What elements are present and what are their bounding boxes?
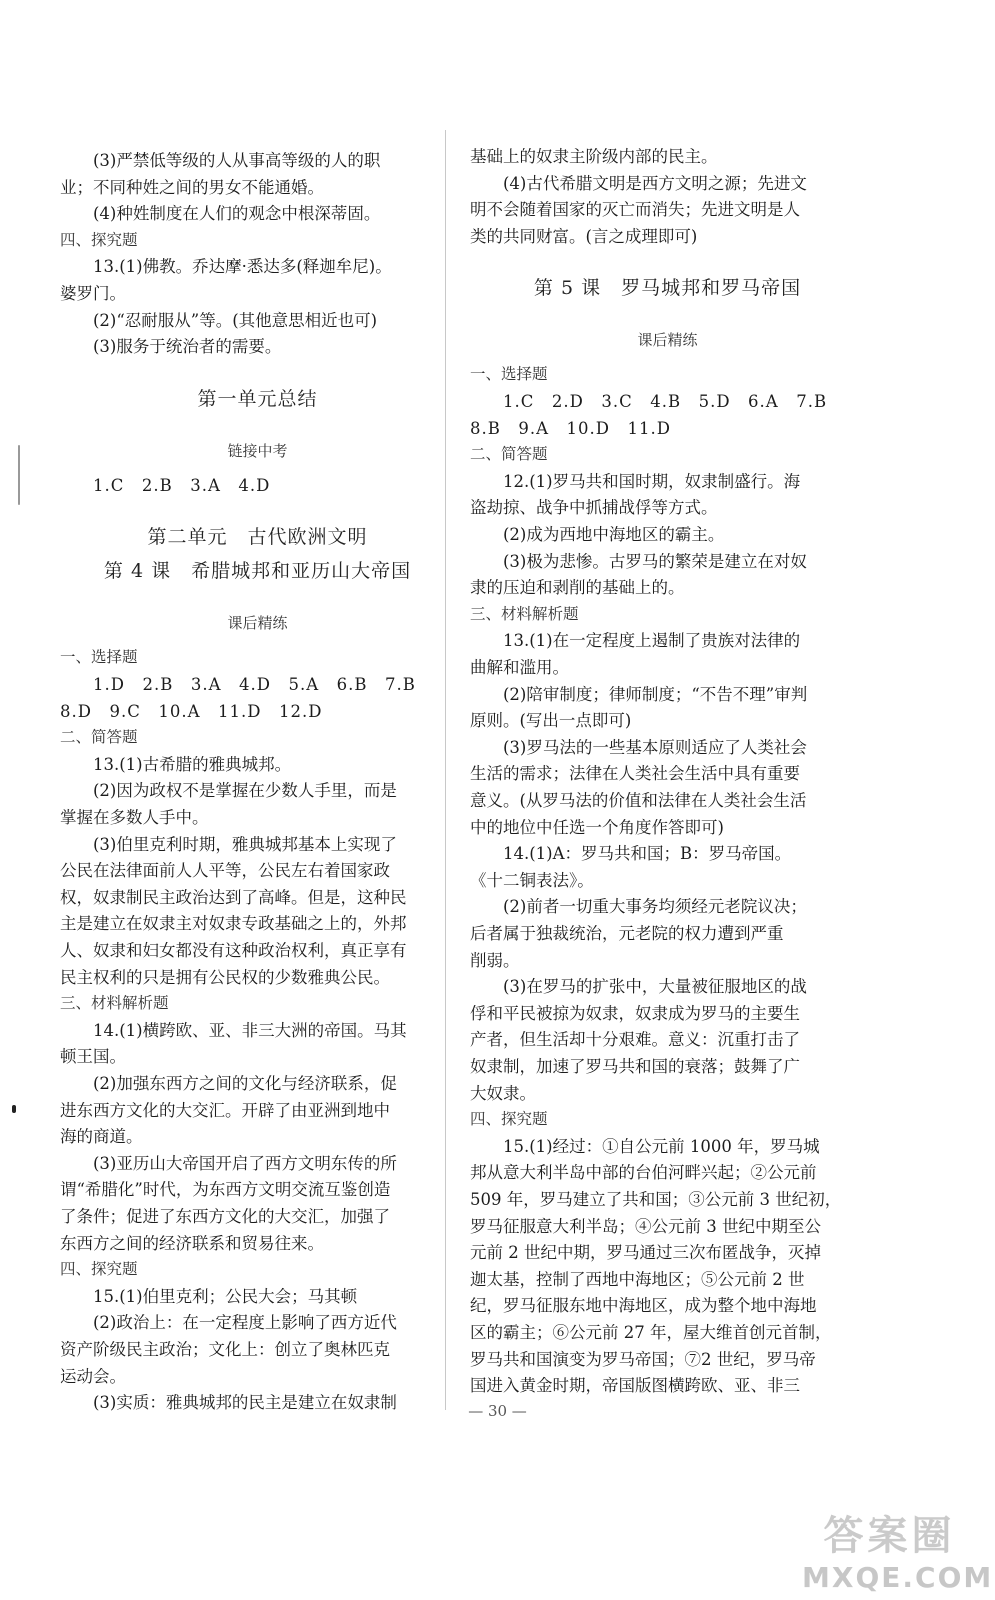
watermark-text: MXQE.COM	[802, 1561, 994, 1594]
answer-text-line: 13.(1)古希腊的雅典城邦。	[93, 754, 292, 774]
question-heading: 四、探究题	[60, 1260, 138, 1279]
answer-text-line: (2)“忍耐服从”等。(其他意思相近也可)	[93, 310, 378, 330]
question-heading: 一、选择题	[470, 365, 548, 384]
answer-text-line: 后者属于独裁统治，元老院的权力遭到严重	[470, 924, 784, 943]
answer-text-line: 生活的需求；法律在人类社会生活中具有重要	[470, 764, 800, 784]
answer-text-line: 明不会随着国家的灭亡而消失；先进文明是人	[470, 200, 800, 220]
answer-text-line: 中的地位中任选一个角度作答即可)	[470, 817, 724, 837]
question-heading: 四、探究题	[60, 230, 138, 249]
answer-text-line: (3)极为悲惨。古罗马的繁荣是建立在对奴	[503, 551, 807, 571]
answer-text-line: 纪，罗马征服东地中海地区，成为整个地中海地	[470, 1296, 817, 1316]
answer-text-line: 运动会。	[60, 1366, 126, 1386]
answer-text-line: 顿王国。	[60, 1047, 126, 1067]
answer-key-line: 8.B 9.A 10.D 11.D	[470, 418, 671, 438]
answer-text-line: 进东西方文化的大交汇。开辟了由亚洲到地中	[60, 1100, 390, 1120]
answer-text-line: 东西方之间的经济联系和贸易往来。	[60, 1233, 324, 1253]
answer-text-line: 《十二铜表法》。	[470, 870, 594, 890]
answer-text-line: 原则。(写出一点即可)	[470, 711, 632, 731]
answer-text-line: 权，奴隶制民主政治达到了高峰。但是，这种民	[60, 887, 407, 907]
question-heading: 三、材料解析题	[470, 604, 579, 623]
answer-text-line: (3)罗马法的一些基本原则适应了人类社会	[503, 737, 807, 757]
answer-text-line: 俘和平民被掠为奴隶，奴隶成为罗马的主要生	[470, 1003, 800, 1023]
answer-text-line: 掌握在多数人手中。	[60, 808, 209, 827]
answer-text-line: 15.(1)伯里克利；公民大会；马其顿	[93, 1286, 358, 1306]
section-subtitle: 课后精练	[227, 614, 288, 633]
answer-text-line: 509 年，罗马建立了共和国；③公元前 3 世纪初，	[470, 1190, 842, 1209]
answer-text-line: 大奴隶。	[470, 1083, 536, 1103]
answer-text-line: 人、奴隶和妇女都没有这种政治权利，真正享有	[60, 941, 407, 960]
scan-mark	[12, 1105, 16, 1113]
section-title: 第一单元总结	[197, 387, 318, 410]
answer-text-line: 民主权利的只是拥有公民权的少数雅典公民。	[60, 967, 390, 987]
answer-text-line: 15.(1)经过：①自公元前 1000 年，罗马城	[503, 1136, 820, 1156]
section-title: 第 4 课 希腊城邦和亚历山大帝国	[103, 560, 412, 583]
answer-text-line: (2)成为西地中海地区的霸主。	[503, 525, 725, 544]
answer-text-line: 14.(1)A：罗马共和国；B：罗马帝国。	[503, 844, 792, 864]
answer-text-line: 曲解和滥用。	[470, 658, 569, 677]
answer-key-line: 1.C 2.D 3.C 4.B 5.D 6.A 7.B	[503, 392, 828, 411]
answer-text-line: 14.(1)横跨欧、亚、非三大洲的帝国。马其	[93, 1020, 407, 1040]
answer-text-line: (3)亚历山大帝国开启了西方文明东传的所	[93, 1153, 397, 1173]
section-title: 第 5 课 罗马城邦和罗马帝国	[533, 277, 802, 300]
answer-text-line: (3)服务于统治者的需要。	[93, 337, 282, 357]
question-heading: 一、选择题	[60, 648, 138, 667]
question-heading: 二、简答题	[60, 728, 138, 747]
answer-text-line: 迦太基，控制了西地中海地区；⑤公元前 2 世	[470, 1269, 805, 1289]
answer-text-line: (3)严禁低等级的人从事高等级的人的职	[93, 151, 381, 170]
answer-text-line: 国进入黄金时期，帝国版图横跨欧、亚、非三	[470, 1376, 800, 1396]
answer-text-line: 12.(1)罗马共和国时期，奴隶制盛行。海	[503, 471, 801, 491]
answer-text-line: 邦从意大利半岛中部的台伯河畔兴起；②公元前	[470, 1163, 817, 1183]
answer-text-line: 削弱。	[470, 950, 520, 970]
scan-mark	[18, 445, 20, 505]
answer-text-line: 罗马共和国演变为罗马帝国；⑦2 世纪，罗马帝	[470, 1349, 816, 1369]
answer-key-line: 8.D 9.C 10.A 11.D 12.D	[60, 701, 323, 721]
question-heading: 二、简答题	[470, 445, 548, 464]
answer-text-line: (2)加强东西方之间的文化与经济联系，促	[93, 1074, 397, 1093]
answer-text-line: 13.(1)佛教。乔达摩·悉达多(释迦牟尼)。	[93, 257, 392, 277]
answer-text-line: 奴隶制，加速了罗马共和国的衰落；鼓舞了广	[470, 1057, 800, 1076]
watermark-logo	[802, 1504, 994, 1594]
answer-text-line: (2)前者一切重大事务均须经元老院议决；	[503, 897, 807, 917]
answer-text-line: 意义。(从罗马法的价值和法律在人类社会生活	[470, 791, 807, 810]
answer-text-line: 资产阶级民主政治；文化上：创立了奥林匹克	[60, 1340, 390, 1359]
answer-text-line: 业；不同种姓之间的男女不能通婚。	[60, 177, 324, 197]
section-title: 第二单元 古代欧洲文明	[147, 526, 368, 549]
answer-text-line: 了条件；促进了东西方文化的大交汇，加强了	[60, 1207, 390, 1226]
section-subtitle: 课后精练	[637, 331, 698, 350]
answer-text-line: (2)因为政权不是掌握在少数人手里，而是	[93, 781, 397, 801]
page-number: — 30 —	[468, 1402, 527, 1420]
answer-text-line: (3)伯里克利时期，雅典城邦基本上实现了	[93, 834, 397, 854]
answer-text-line: 基础上的奴隶主阶级内部的民主。	[470, 147, 718, 166]
answer-text-line: 罗马征服意大利半岛；④公元前 3 世纪中期至公	[470, 1216, 821, 1236]
answer-text-line: (2)陪审制度；律师制度；“不告不理”审判	[503, 684, 808, 704]
section-subtitle: 链接中考	[227, 441, 288, 460]
answer-text-line: 谓“希腊化”时代，为东西方文明交流互鉴创造	[60, 1180, 391, 1200]
answer-text-line: 产者，但生活却十分艰难。意义：沉重打击了	[470, 1030, 800, 1050]
answer-text-line: (4)古代希腊文明是西方文明之源；先进文	[503, 173, 807, 193]
answer-key-line: 1.D 2.B 3.A 4.D 5.A 6.B 7.B	[93, 675, 416, 694]
answer-text-line: (2)政治上：在一定程度上影响了西方近代	[93, 1313, 397, 1333]
answer-text-line: 海的商道。	[60, 1127, 143, 1147]
answer-text-line: (3)在罗马的扩张中，大量被征服地区的战	[503, 977, 807, 997]
question-heading: 四、探究题	[470, 1110, 548, 1129]
answer-text-line: 主是建立在奴隶主对奴隶专政基础之上的，外邦	[60, 914, 407, 934]
answer-key-line: 1.C 2.B 3.A 4.D	[93, 475, 271, 495]
answer-text-line: 隶的压迫和剥削的基础上的。	[470, 578, 685, 598]
answer-text-line: 盗劫掠、战争中抓捕战俘等方式。	[470, 498, 718, 518]
answer-text-line: 公民在法律面前人人平等，公民左右着国家政	[60, 861, 390, 881]
answer-text-line: 婆罗门。	[60, 284, 126, 303]
answer-text-line: 元前 2 世纪中期，罗马通过三次布匿战争，灭掉	[470, 1243, 821, 1263]
question-heading: 三、材料解析题	[60, 994, 169, 1013]
answer-text-line: 13.(1)在一定程度上遏制了贵族对法律的	[503, 631, 801, 651]
answer-text-line: 类的共同财富。(言之成理即可)	[470, 226, 698, 246]
answer-text-line: (3)实质：雅典城邦的民主是建立在奴隶制	[93, 1393, 397, 1413]
watermark-logo-mark: 答案圈	[823, 1513, 956, 1559]
answer-text-line: (4)种姓制度在人们的观念中根深蒂固。	[93, 204, 381, 224]
answer-text-line: 区的霸主；⑥公元前 27 年，屋大维首创元首制，	[470, 1323, 832, 1342]
